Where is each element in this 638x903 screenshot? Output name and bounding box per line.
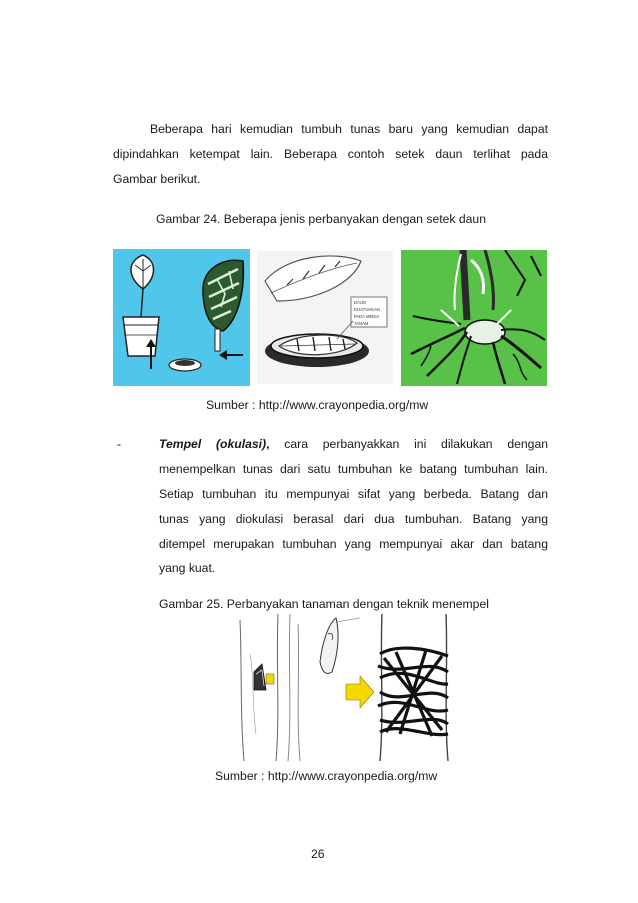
inset-label-line-2: DIJATUHKAN [354, 307, 380, 312]
figure-25-source: Sumber : http://www.crayonpedia.org/mw [215, 769, 438, 783]
bullet-term-suffix: , [266, 437, 270, 451]
rooted-cutting-illustration [401, 250, 547, 386]
bullet-term: Tempel (okulasi) [159, 437, 267, 451]
intro-line-2: dipindahkan ketempat lain. Beberapa contoh setek daun terlihat pada [113, 147, 548, 161]
figure-24-source: Sumber : http://www.crayonpedia.org/mw [206, 398, 429, 412]
intro-line-1: Beberapa hari kemudian tumbuh tunas baru yang kemudian dapat [150, 122, 548, 136]
figure-24-image-media [257, 251, 393, 384]
page-number: 26 [311, 847, 325, 861]
intro-line-3: Gambar berikut. [113, 172, 201, 186]
bullet-line-2: menempelkan tunas dari satu tumbuhan ke batang tumbuhan lain. [159, 462, 548, 476]
bullet-line-1-rest: cara perbanyakkan ini dilakukan dengan [284, 437, 548, 451]
bullet-line-3: Setiap tumbuhan itu mempunyai sifat yang berbeda. Batang dan [159, 487, 548, 501]
bullet-line-1 [159, 436, 548, 452]
leaf-on-media-illustration [257, 251, 393, 384]
inset-label-line-1: DAUN [354, 300, 366, 305]
bullet-marker: - [117, 437, 122, 451]
leaf-cutting-pot-illustration [113, 249, 250, 386]
inset-label-line-4: TANAM [354, 321, 369, 326]
bullet-line-4: tunas yang diokulasi berasal dari dua tumbuhan. Batang yang [159, 512, 548, 526]
figure-24-image-roots [401, 250, 547, 386]
grafting-illustration [236, 614, 460, 761]
figure-25-image [236, 614, 460, 761]
figure-24-image-pot [113, 249, 250, 386]
figure-24-caption: Gambar 24. Beberapa jenis perbanyakan dengan setek daun [156, 212, 486, 226]
bullet-line-5: ditempel merupakan tumbuhan yang mempunyai akar dan batang [159, 537, 548, 551]
bullet-line-6: yang kuat. [159, 561, 216, 575]
inset-label-line-3: PADA MEDIA [354, 314, 380, 319]
figure-25-caption: Gambar 25. Perbanyakan tanaman dengan teknik menempel [159, 597, 489, 611]
